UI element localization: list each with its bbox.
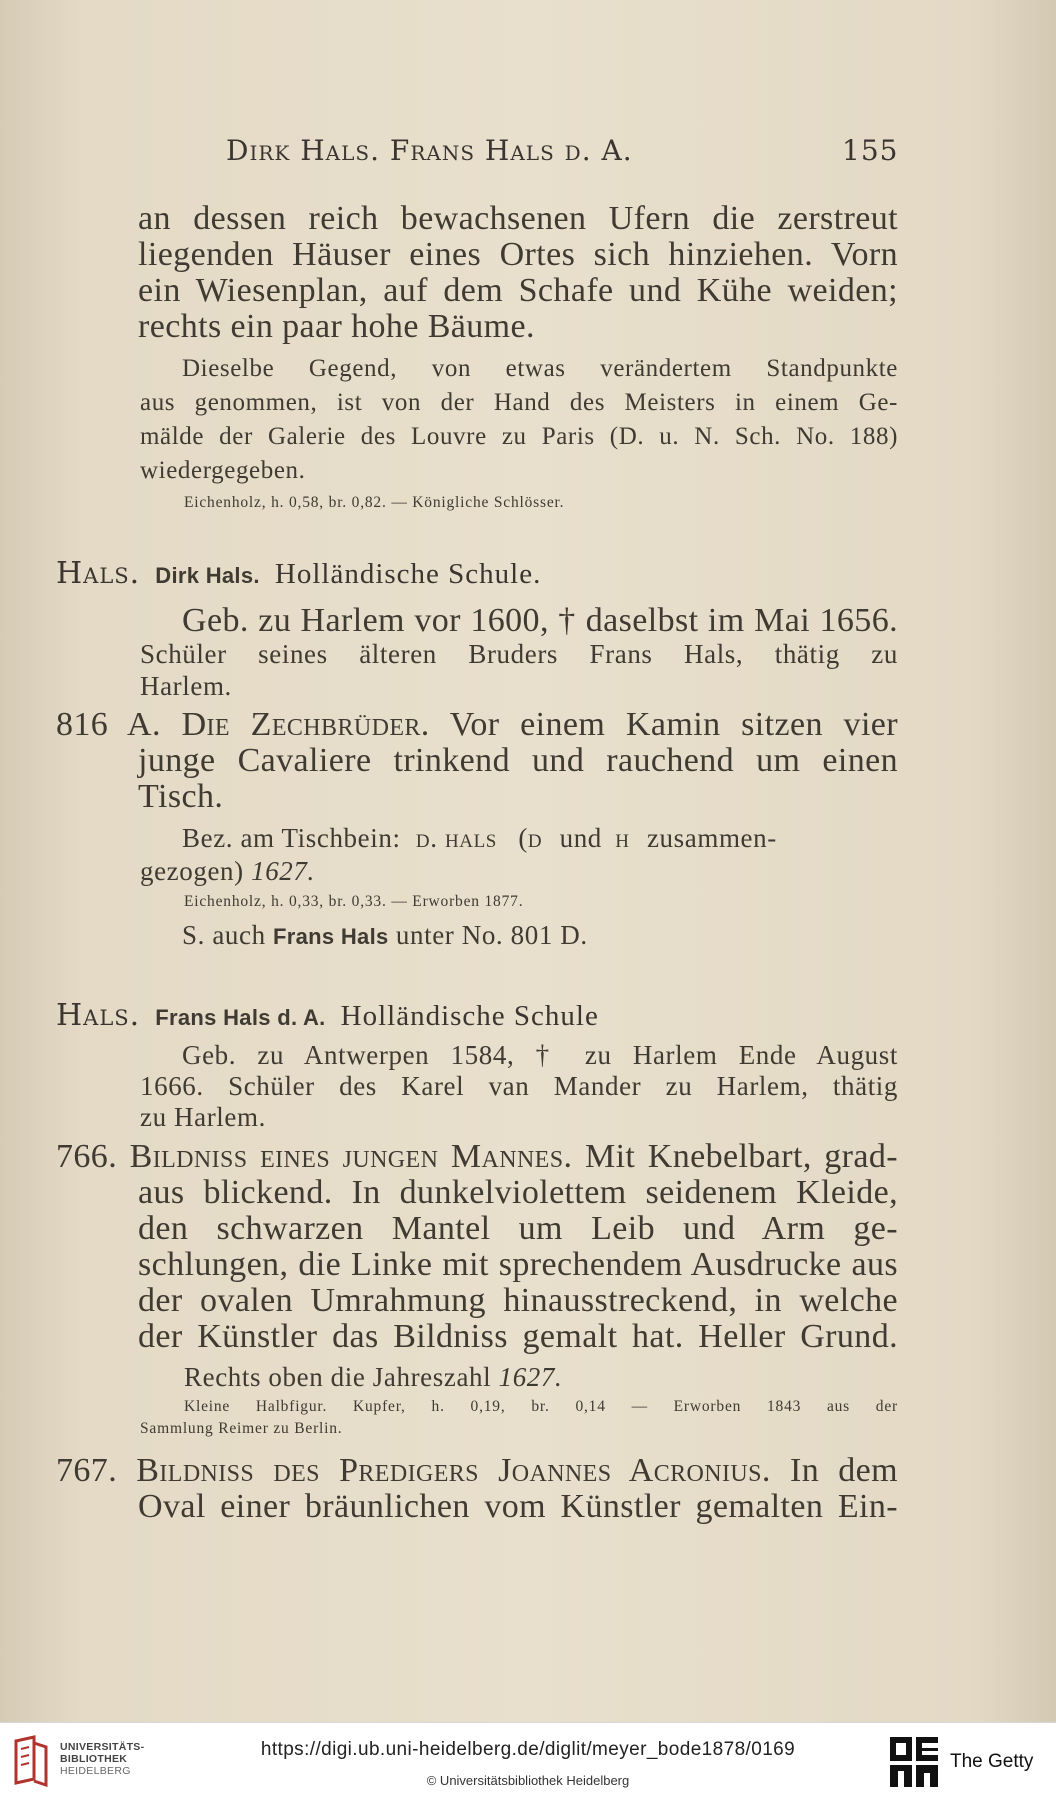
note-year: 1627. — [498, 1362, 563, 1392]
signature-cont: gezogen) — [140, 856, 244, 886]
body-line: junge Cavaliere trinkend und rauchend um einen — [138, 742, 898, 779]
artist-school: Holländische Schule — [340, 1000, 599, 1032]
spec-line: Kleine Halbfigur. Kupfer, h. 0,19, br. 0,14 — Erworben 1843 aus der — [184, 1398, 898, 1415]
artist-family-name: Hals. — [56, 556, 141, 591]
signature-und: und — [559, 823, 602, 853]
body-line: schlungen, die Linke mit sprechendem Ausdrucke aus — [138, 1246, 898, 1283]
see-name: Frans Hals — [273, 924, 389, 949]
signature-text: d. hals — [415, 823, 497, 853]
viewer-footer — [0, 1722, 1056, 1800]
getty-logo-icon[interactable] — [888, 1735, 940, 1794]
entry-number: 816 A. — [56, 706, 161, 743]
body-line: liegenden Häuser eines Ortes sich hinziehen. Vorn — [138, 236, 898, 273]
library-name-line: BIBLIOTHEK — [60, 1753, 128, 1765]
running-title: Dirk Hals. Frans Hals d. A. — [226, 134, 633, 167]
bio-line: 1666. Schüler des Karel van Mander zu Harlem, thätig — [140, 1071, 898, 1101]
note-line: mälde der Galerie des Louvre zu Paris (D. u. N. Sch. No. 188) — [140, 423, 898, 450]
body-line: aus blickend. In dunkelviolettem seidenem Kleide, — [138, 1174, 898, 1211]
signature-line — [140, 856, 315, 887]
bio-line: Harlem. — [140, 671, 232, 701]
see-also-line — [182, 920, 588, 951]
entry-title: Bildniss des Predigers Joannes Acronius. — [136, 1452, 771, 1489]
signature-year: 1627. — [251, 856, 315, 886]
body-line: rechts ein paar hohe Bäume. — [138, 308, 535, 345]
library-name-line: HEIDELBERG — [60, 1765, 131, 1777]
note-line — [184, 1362, 562, 1393]
body-line: der ovalen Umrahmung hinausstreckend, in welche — [138, 1282, 898, 1319]
bio-line: Schüler seines älteren Bruders Frans Hals, thätig zu — [140, 639, 898, 669]
spec-line: Eichenholz, h. 0,58, br. 0,82. — Königliche Schlösser. — [184, 494, 565, 511]
spec-line: Sammlung Reimer zu Berlin. — [140, 1420, 343, 1437]
see-prefix: S. auch — [182, 920, 266, 950]
signature-letter: d — [527, 823, 543, 853]
catalogue-entry-816a — [56, 706, 898, 744]
artist-heading-frans-hals — [56, 998, 599, 1033]
artist-heading-dirk-hals — [56, 556, 541, 591]
entry-text: Vor einem Kamin sitzen vier — [449, 706, 899, 743]
signature-line — [182, 823, 777, 854]
body-line: Tisch. — [138, 778, 224, 815]
permalink-url[interactable]: https://digi.ub.uni-heidelberg.de/diglit/meyer_bode1878/0169 — [260, 1739, 796, 1760]
artist-family-name: Hals. — [56, 998, 141, 1033]
page-number: 155 — [842, 134, 899, 167]
note-line: Dieselbe Gegend, von etwas verändertem Standpunkte — [182, 355, 898, 382]
signature-end: zusammen- — [646, 823, 777, 853]
bio-line: Geb. zu Antwerpen 1584, † zu Harlem Ende August — [182, 1040, 898, 1070]
entry-title: Bildniss eines jungen Mannes. — [129, 1138, 573, 1175]
body-line: der Künstler das Bildniss gemalt hat. Heller Grund. — [138, 1318, 898, 1355]
artist-name: Frans Hals d. A. — [155, 1005, 326, 1030]
body-line: den schwarzen Mantel um Leib und Arm ge- — [138, 1210, 898, 1247]
copyright-notice: © Universitätsbibliothek Heidelberg — [426, 1773, 630, 1788]
entry-title: Die Zechbrüder. — [181, 706, 430, 743]
catalogue-entry-767 — [56, 1452, 898, 1490]
see-suffix: unter No. 801 D. — [395, 920, 588, 950]
spec-line: Eichenholz, h. 0,33, br. 0,33. — Erworben 1877. — [184, 893, 524, 910]
entry-number: 767. — [56, 1452, 118, 1489]
entry-text: Mit Knebelbart, grad- — [584, 1138, 899, 1175]
body-line: ein Wiesenplan, auf dem Schafe und Kühe weiden; — [138, 272, 898, 309]
entry-number: 766. — [56, 1138, 118, 1175]
library-name-line: UNIVERSITÄTS- — [60, 1741, 145, 1753]
catalogue-entry-766 — [56, 1138, 898, 1176]
note-line: aus genommen, ist von der Hand des Meisters in einem Ge- — [140, 389, 898, 416]
bio-line: Geb. zu Harlem vor 1600, † daselbst im Mai 1656. — [182, 602, 898, 639]
artist-name: Dirk Hals. — [155, 563, 260, 588]
entry-text: In dem — [789, 1452, 899, 1489]
note-line: wiedergegeben. — [140, 457, 306, 484]
note-text: Rechts oben die Jahreszahl — [184, 1362, 492, 1392]
body-line: an dessen reich bewachsenen Ufern die zerstreut — [138, 200, 898, 237]
body-line: Oval einer bräunlichen vom Künstler gemalten Ein- — [138, 1488, 898, 1525]
partner-name: The Getty — [950, 1751, 1034, 1772]
signature-label: Bez. am Tischbein: — [182, 823, 401, 853]
signature-letter: h — [615, 823, 630, 853]
bio-line: zu Harlem. — [140, 1102, 266, 1132]
signature-paren: ( — [518, 823, 528, 853]
artist-school: Holländische Schule. — [274, 558, 542, 590]
